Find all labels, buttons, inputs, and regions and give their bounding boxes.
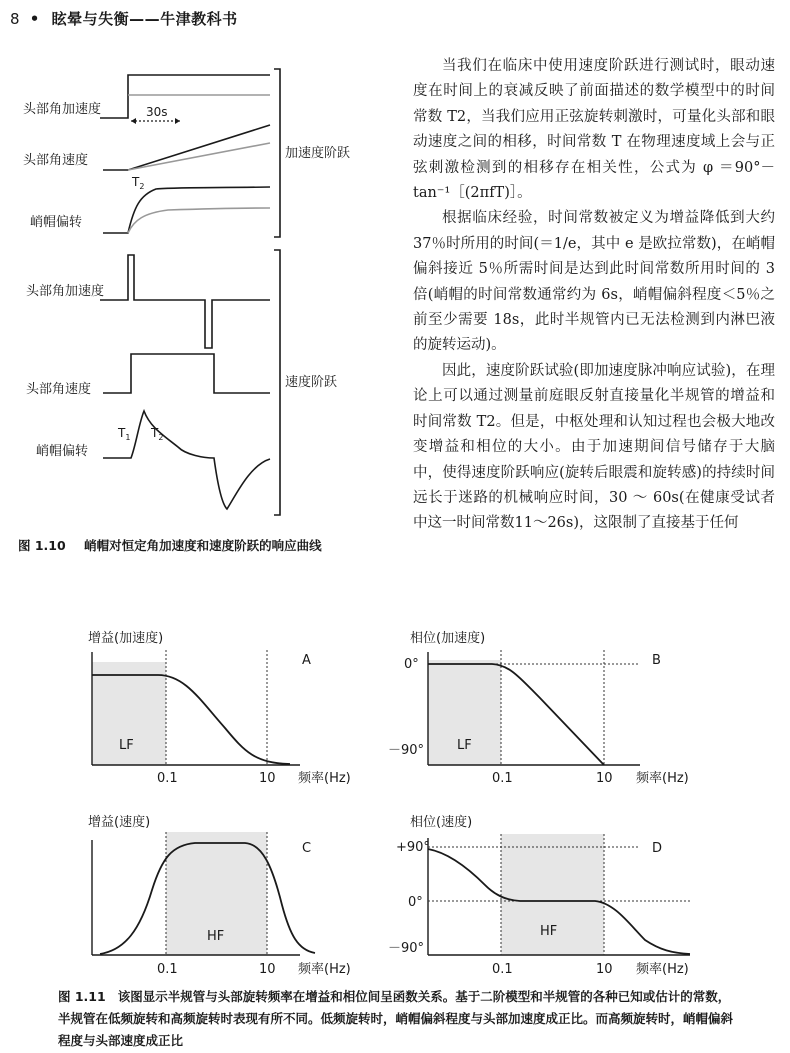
title-c: 增益(速度) bbox=[88, 815, 151, 830]
tick-low-b: 0.1 bbox=[492, 771, 513, 786]
figure-1-10 bbox=[18, 55, 403, 580]
letter-c: C bbox=[302, 841, 312, 856]
label-t2-top: $T_2$ bbox=[132, 175, 145, 191]
letter-b: B bbox=[652, 653, 661, 668]
label-duration: 30s bbox=[146, 105, 168, 119]
figure-1-10-caption bbox=[18, 536, 322, 554]
label-head-ang-vel-2: 头部角速度 bbox=[26, 382, 92, 397]
accel-step-trace bbox=[100, 75, 270, 118]
label-cupula-deflection-1: 峭帽偏转 bbox=[30, 215, 83, 230]
title-d: 相位(速度) bbox=[410, 815, 473, 830]
tick-high-a: 10 bbox=[259, 771, 276, 786]
caption-number: 图 1.11 bbox=[58, 989, 106, 1004]
accel-pulse-trace bbox=[100, 255, 270, 348]
running-header bbox=[10, 8, 238, 29]
paragraph-3: 因此，速度阶跃试验(即加速度脉冲响应试验)，在理论上可以通过测量前庭眼反射直接量化半规管的增益和时间常数 T2。但是，中枢处理和认知过程也会极大地改变增益和相位的大小。由于加速期间信号储存于大脑中，使得速度阶跃响应(旋转后眼震和旋转感)的持续时间远长于迷路的机械响应时间，30 ～ 60s(在健康受试者中这一时间常数11～26s)，这限制了直接基于任何 bbox=[413, 362, 775, 532]
body-text bbox=[413, 54, 775, 537]
ytick-top-d: +90° bbox=[396, 840, 430, 855]
figure-1-11-caption bbox=[58, 986, 738, 1052]
paragraph-1: 当我们在临床中使用速度阶跃进行测试时，眼动速度在时间上的衰减反映了前面描述的数学模型中的时间常数 T2，当我们应用正弦旋转刺激时，可量化头部和眼动速度之间的相移，时间常数 T 在物理速度域上会与正弦刺激检测到的相移存在相关性，公式为 φ ＝90°－tan⁻¹［(2πfT)］。 bbox=[413, 58, 775, 202]
title-a: 增益(加速度) bbox=[88, 631, 164, 646]
caption-text: 峭帽对恒定角加速度和速度阶跃的响应曲线 bbox=[84, 538, 322, 553]
ytick-bottom-d: －90° bbox=[388, 941, 425, 956]
tick-high-c: 10 bbox=[259, 962, 276, 977]
velocity-step-trace bbox=[103, 354, 270, 393]
band-c: HF bbox=[207, 929, 225, 944]
band-a: LF bbox=[119, 738, 134, 753]
cupula-response-gray bbox=[128, 208, 270, 233]
xlabel-c: 频率(Hz) bbox=[298, 962, 351, 977]
tick-low-a: 0.1 bbox=[157, 771, 178, 786]
tick-high-b: 10 bbox=[596, 771, 613, 786]
running-title: 眩晕与失衡——牛津教科书 bbox=[51, 10, 238, 28]
arrow-head-right bbox=[175, 118, 180, 124]
caption-text: 该图显示半规管与头部旋转频率在增益和相位间呈函数关系。基于二阶模型和半规管的各种已知或估计的常数，半规管在低频旋转和高频旋转时表现有所不同。低频旋转时，峭帽偏斜程度与头部加速度成正比。而高频旋转时，峭帽偏斜程度与头部速度成正比 bbox=[58, 989, 734, 1048]
label-cupula-deflection-2: 峭帽偏转 bbox=[36, 444, 89, 459]
letter-d: D bbox=[652, 841, 663, 856]
label-t2-bottom: $T_2$ bbox=[151, 426, 164, 442]
figure-1-11 bbox=[0, 620, 790, 990]
band-b: LF bbox=[457, 738, 472, 753]
caption-number: 图 1.10 bbox=[18, 538, 66, 553]
header-bullet: • bbox=[29, 10, 40, 28]
paragraph-2: 根据临床经验，时间常数被定义为增益降低到大约 37％时所用的时间(＝1/e，其中 e 是欧拉常数)，在峭帽偏斜接近 5％所需时间是达到此时间常数所用时间的 3 倍(峭帽的时间常数通常约为 6s，峭帽偏斜程度＜5％之前至少需要 18s，此时半规管内已无法检测到内淋巴液的旋转运动)。 bbox=[413, 210, 775, 354]
label-head-ang-accel-2: 头部角加速度 bbox=[26, 284, 105, 299]
band-d: HF bbox=[540, 924, 558, 939]
ytick-bottom-b: －90° bbox=[388, 743, 425, 758]
xlabel-b: 频率(Hz) bbox=[636, 771, 689, 786]
panel-c bbox=[92, 832, 315, 955]
label-t1-bottom: $T_1$ bbox=[118, 426, 131, 442]
tick-high-d: 10 bbox=[596, 962, 613, 977]
panel-d bbox=[428, 834, 690, 955]
label-head-ang-accel-1: 头部角加速度 bbox=[23, 102, 102, 117]
label-head-ang-vel-1: 头部角速度 bbox=[23, 153, 89, 168]
letter-a: A bbox=[302, 653, 311, 668]
ytick-mid-d: 0° bbox=[408, 895, 423, 910]
cupula-velocity-response-trace bbox=[103, 411, 270, 509]
arrow-head-left bbox=[131, 118, 136, 124]
page-number: 8 bbox=[10, 10, 21, 28]
label-group-accel-step: 加速度阶跃 bbox=[285, 146, 351, 161]
tick-low-d: 0.1 bbox=[492, 962, 513, 977]
xlabel-a: 频率(Hz) bbox=[298, 771, 351, 786]
label-group-vel-step: 速度阶跃 bbox=[285, 375, 338, 390]
xlabel-d: 频率(Hz) bbox=[636, 962, 689, 977]
tick-low-c: 0.1 bbox=[157, 962, 178, 977]
ytick-top-b: 0° bbox=[404, 657, 419, 672]
accel-step-bracket bbox=[274, 69, 280, 237]
title-b: 相位(加速度) bbox=[410, 631, 486, 646]
vel-step-bracket bbox=[274, 250, 280, 515]
